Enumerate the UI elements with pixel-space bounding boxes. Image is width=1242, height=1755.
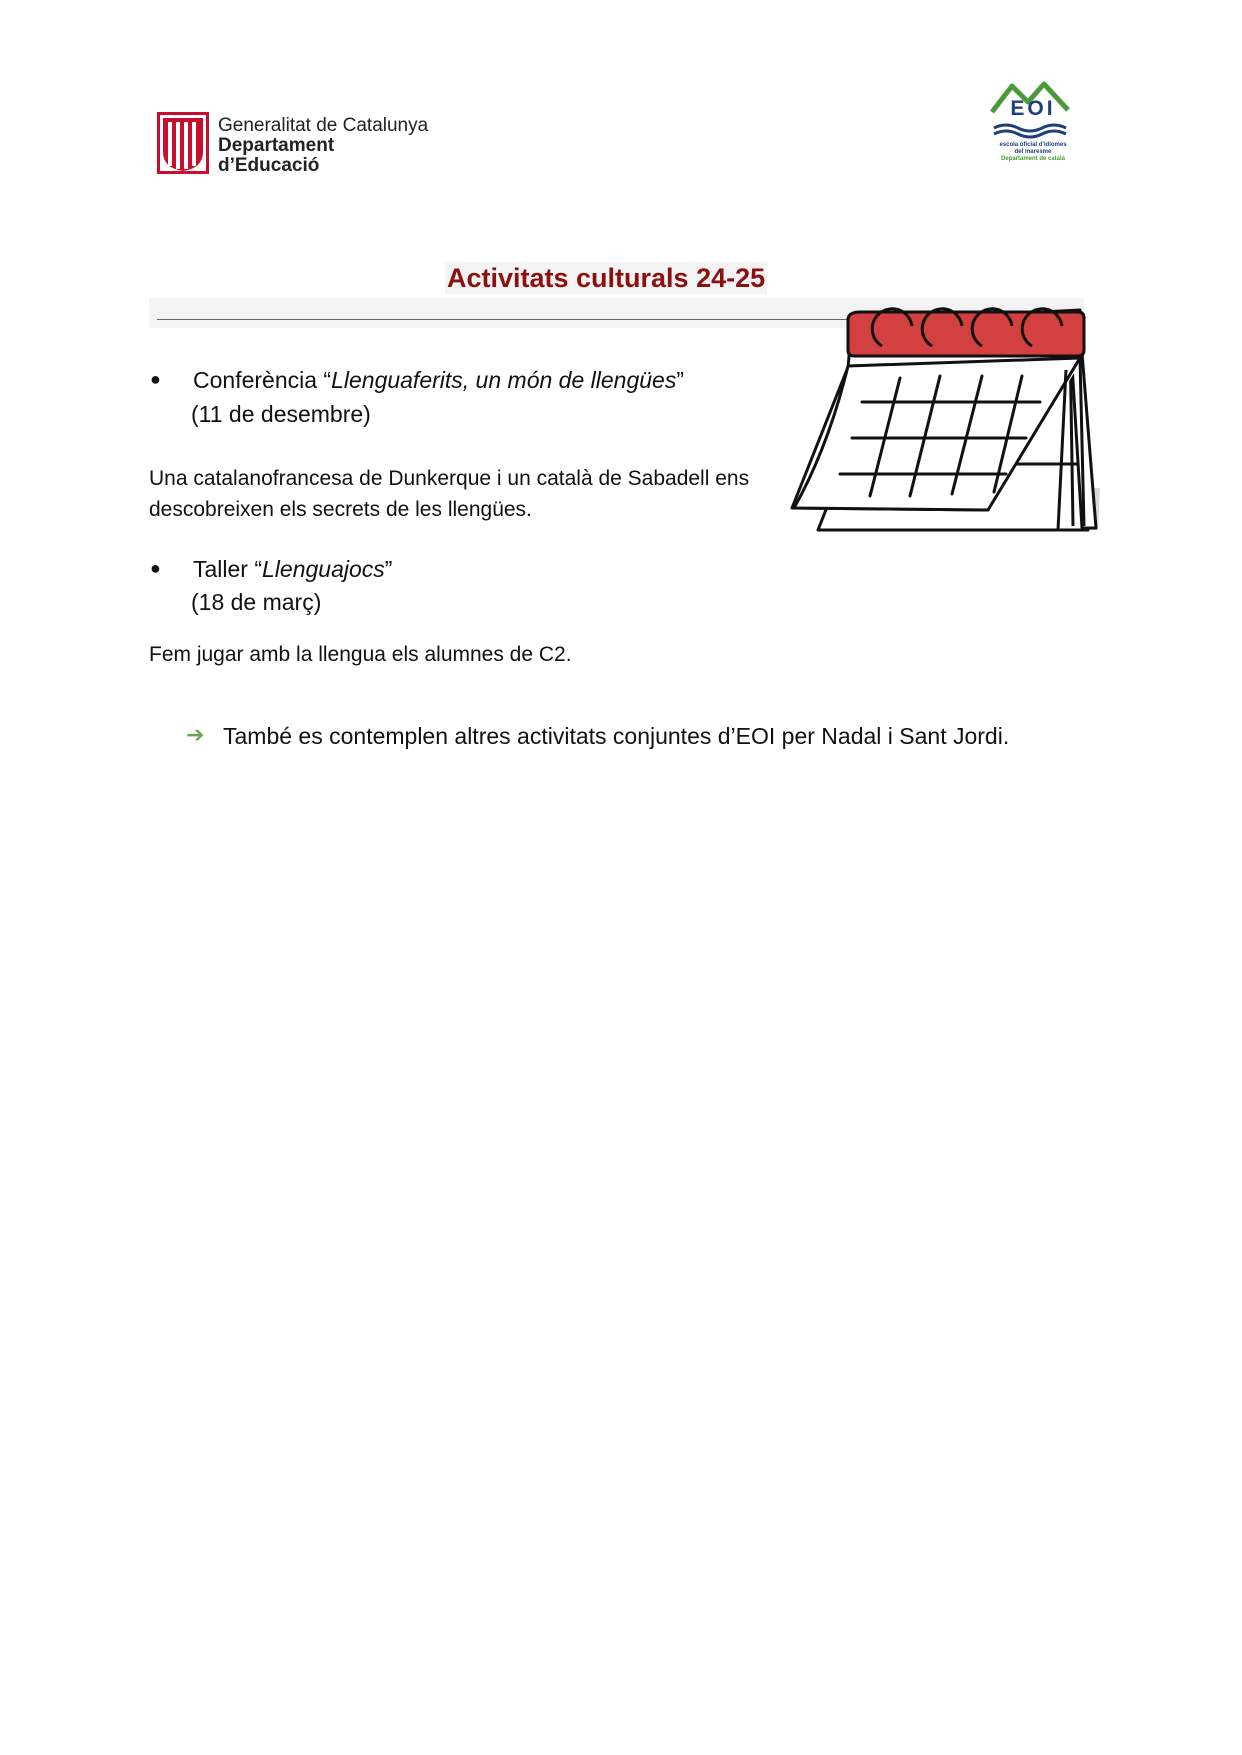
- department-label: Departament: [218, 135, 335, 156]
- event-title: Taller “Llenguajocs”: [193, 556, 393, 582]
- eoi-letters: EOI: [1010, 97, 1056, 120]
- event-date: (18 de març): [191, 589, 322, 615]
- senyera-emblem-icon: [157, 112, 209, 174]
- note-text: També es contemplen altres activitats conjuntes d’EOI per Nadal i Sant Jordi.: [223, 723, 1010, 749]
- eoi-subtitle-1: escola oficial d'idiomes: [999, 142, 1067, 148]
- bullet-marker: ●: [150, 558, 161, 578]
- event-description: Una catalanofrancesa de Dunkerque i un català de Sabadell ens descobreixen els secrets de les llengües.: [149, 467, 750, 521]
- generalitat-logo: [157, 112, 477, 176]
- generalitat-name: Generalitat de Catalunya: [218, 115, 429, 136]
- department-name: d’Educació: [218, 155, 320, 176]
- event-description: Fem jugar amb la llengua els alumnes de C2.: [149, 643, 572, 666]
- arrow-right-icon: ➔: [186, 722, 205, 747]
- calendar-icon: [788, 298, 1108, 544]
- bullet-marker: ●: [150, 369, 161, 389]
- event-name: Llenguajocs: [262, 556, 385, 582]
- eoi-subtitle-3: Departament de català: [1000, 156, 1066, 162]
- eoi-subtitle-2: del maresme: [1014, 149, 1052, 155]
- event-title: Conferència “Llenguaferits, un món de llengües”: [193, 367, 684, 393]
- event-date: (11 de desembre): [191, 401, 371, 427]
- eoi-logo: [988, 80, 1088, 176]
- event-name: Llenguaferits, un món de llengües: [331, 367, 677, 393]
- page-title: Activitats culturals 24-25: [447, 263, 766, 293]
- title-divider: [157, 319, 857, 320]
